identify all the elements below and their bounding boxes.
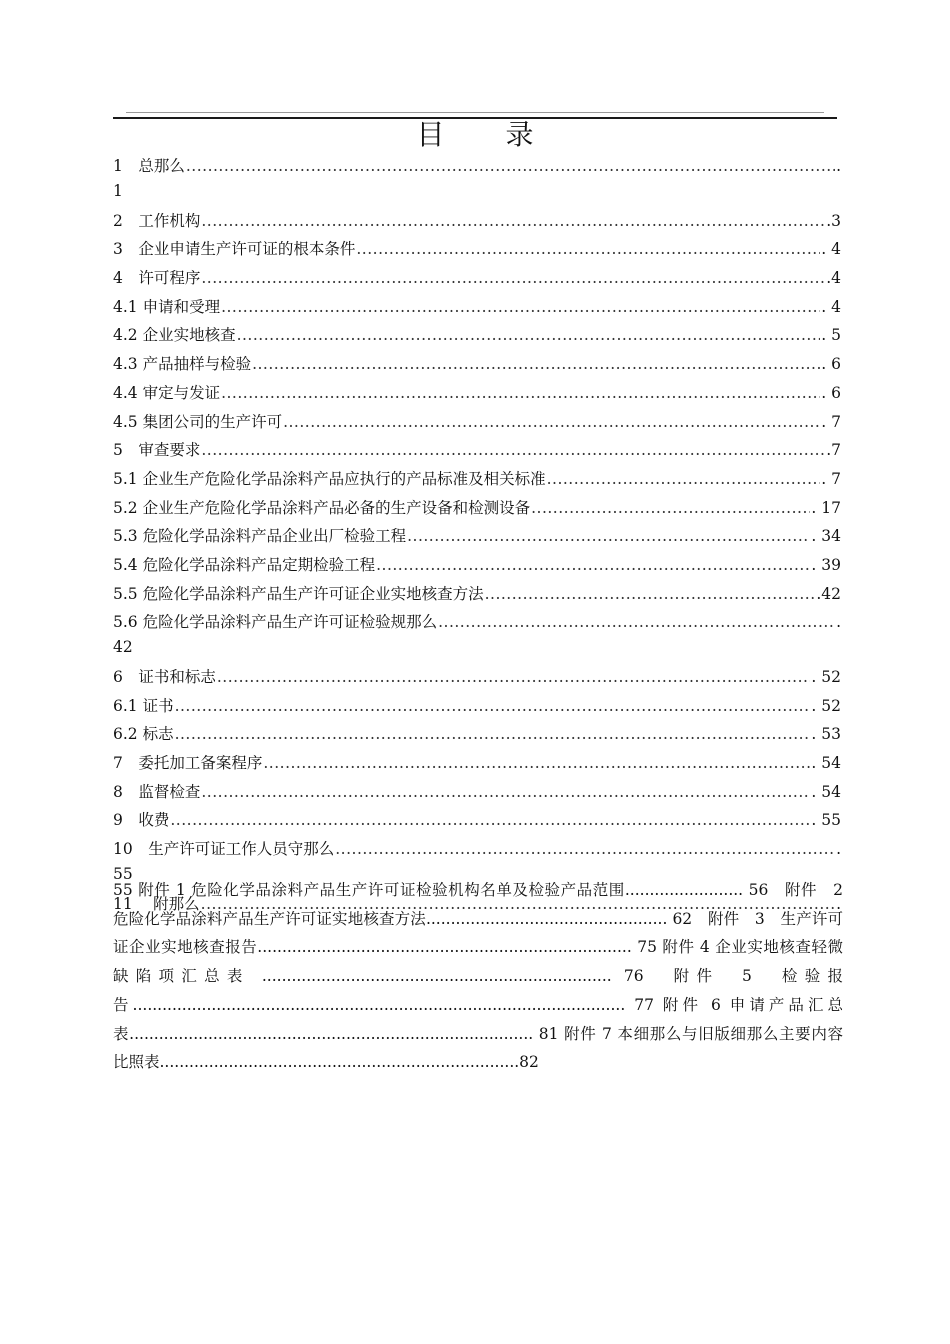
toc-entry[interactable]	[113, 663, 841, 692]
toc-leader-dots	[175, 720, 811, 749]
toc-entry-label: 6.1 证书	[113, 696, 174, 715]
toc-entry-page: .	[836, 840, 841, 859]
toc-leader-dots	[201, 207, 825, 236]
toc-entry-label: 6.2 标志	[113, 725, 174, 744]
toc-entry-page: . 39	[811, 555, 841, 574]
toc-leader-dots	[376, 551, 810, 580]
toc-entry[interactable]	[113, 264, 841, 293]
toc-entry-page: . 52	[811, 696, 841, 715]
toc-entry[interactable]	[113, 494, 841, 523]
toc-entry-page: .	[836, 613, 841, 632]
toc-entry-label: 4.2 企业实地核查	[113, 326, 236, 345]
toc-entry-page: . 54	[811, 782, 841, 801]
toc-entry[interactable]	[113, 835, 841, 864]
toc-entry-page: . 52	[811, 668, 841, 686]
toc-leader-dots	[201, 436, 825, 465]
toc-entry-label: 5.4 危险化学品涂料产品定期检验工程	[113, 555, 376, 574]
toc-entry-label: 1 总那么	[113, 157, 185, 175]
toc-entry-label: 4.5 集团公司的生产许可	[113, 412, 283, 431]
toc-entry-label: 6 证书和标志	[113, 668, 216, 686]
appendix-paragraph: 55 附件 1 危险化学品涂料产品生产许可证检验机构名单及检验产品范围........................ 56 附件 2 危险化学品涂料产品生产许可证实地核查方法................................................. 62 附件 3 生产许可证企业实地核查报告............................................................................ 75 附件 4 企业实地核查轻微缺陷项汇总表 ....................................................................... 76 附件 5 检验报告.................................................................................................... 77 附件 6 申请产品汇总表.................................................................................. 81 附件 7 本细那么与旧版细那么主要内容比照表.........................................................................82	[113, 881, 859, 1072]
toc-leader-dots	[335, 835, 835, 864]
toc-entry-page: . 6	[821, 383, 841, 402]
page-title: 目 录	[416, 118, 560, 151]
toc-entry[interactable]	[113, 293, 841, 322]
toc-entry-page: .	[836, 157, 841, 175]
toc-entry-page: . 34	[811, 527, 841, 546]
toc-entry-page-continued: 55	[113, 864, 133, 883]
toc-leader-dots	[547, 465, 821, 494]
toc-entry-page: . 53	[811, 725, 841, 744]
toc-entry-label: 4.1 申请和受理	[113, 297, 221, 316]
toc-leader-dots	[485, 580, 816, 609]
toc-entry[interactable]	[113, 551, 841, 580]
toc-leader-dots	[263, 749, 810, 778]
toc-entry[interactable]	[113, 235, 841, 264]
toc-leader-dots	[283, 408, 820, 437]
toc-entry-page: . 55	[811, 811, 841, 830]
toc-entry-label: 4 许可程序	[113, 269, 201, 288]
table-of-contents	[113, 152, 841, 919]
toc-entry-page: .3	[826, 211, 841, 230]
toc-entry-label: 7 委托加工备案程序	[113, 754, 263, 773]
header-rule-thin	[126, 112, 824, 113]
toc-leader-dots	[186, 152, 835, 181]
toc-entry[interactable]	[113, 152, 841, 181]
toc-entry[interactable]	[113, 321, 841, 350]
toc-entry[interactable]	[113, 778, 841, 807]
toc-entry-page: . 54	[811, 754, 841, 773]
toc-entry-label: 4.3 产品抽样与检验	[113, 355, 252, 374]
toc-entry[interactable]	[113, 522, 841, 551]
toc-entry-label: 9 收费	[113, 811, 170, 830]
toc-entry-page-continued: 1	[113, 181, 123, 200]
toc-entry-page: . 6	[821, 355, 841, 374]
toc-entry-page-continued: 42	[113, 638, 133, 656]
toc-entry-page: . 7	[821, 412, 841, 431]
toc-entry-label: 5.5 危险化学品涂料产品生产许可证企业实地核查方法	[113, 584, 484, 603]
toc-entry[interactable]	[113, 720, 841, 749]
toc-entry[interactable]	[113, 608, 841, 637]
toc-entry-page: . 7	[821, 469, 841, 488]
toc-entry[interactable]	[113, 749, 841, 778]
toc-leader-dots	[237, 321, 821, 350]
toc-leader-dots	[531, 494, 810, 523]
toc-leader-dots	[221, 379, 820, 408]
toc-entry-label: 5 审查要求	[113, 441, 201, 460]
toc-entry-label: 4.4 审定与发证	[113, 383, 221, 402]
toc-leader-dots	[217, 663, 811, 692]
toc-entry-page: . 4	[821, 240, 841, 259]
toc-leader-dots	[175, 692, 811, 721]
toc-entry-page: . 4	[821, 297, 841, 316]
toc-leader-dots	[252, 350, 820, 379]
toc-entry-page: .4	[826, 269, 841, 288]
toc-entry-page: .	[836, 894, 841, 913]
toc-entry[interactable]	[113, 465, 841, 494]
toc-entry-page: . 5	[821, 326, 841, 345]
toc-leader-dots	[438, 608, 835, 637]
toc-leader-dots	[170, 806, 810, 835]
toc-entry-label: 10 生产许可证工作人员守那么	[113, 840, 335, 859]
toc-entry-page: .7	[826, 441, 841, 460]
toc-entry[interactable]	[113, 350, 841, 379]
toc-entry-label: 5.1 企业生产危险化学品涂料产品应执行的产品标准及相关标准	[113, 469, 546, 488]
toc-leader-dots	[201, 264, 825, 293]
toc-entry[interactable]	[113, 806, 841, 835]
toc-entry[interactable]	[113, 580, 841, 609]
toc-entry[interactable]	[113, 207, 841, 236]
toc-entry-label: 8 监督检查	[113, 782, 201, 801]
toc-entry-label: 2 工作机构	[113, 211, 201, 230]
toc-entry-page: . 17	[811, 498, 841, 517]
toc-entry[interactable]	[113, 408, 841, 437]
toc-leader-dots	[356, 235, 820, 264]
toc-entry-label: 5.3 危险化学品涂料产品企业出厂检验工程	[113, 527, 407, 546]
toc-entry[interactable]	[113, 436, 841, 465]
toc-leader-dots	[201, 778, 810, 807]
toc-entry-label: 3 企业申请生产许可证的根本条件	[113, 240, 356, 259]
toc-leader-dots	[407, 522, 810, 551]
toc-entry[interactable]	[113, 379, 841, 408]
toc-leader-dots	[221, 293, 820, 322]
toc-entry[interactable]	[113, 692, 841, 721]
toc-entry-label: 5.2 企业生产危险化学品涂料产品必备的生产设备和检测设备	[113, 498, 531, 517]
toc-entry-page: .42	[816, 584, 841, 603]
toc-entry-label: 5.6 危险化学品涂料产品生产许可证检验规那么	[113, 613, 438, 632]
toc-entry-label: 11 附那么	[113, 894, 200, 913]
